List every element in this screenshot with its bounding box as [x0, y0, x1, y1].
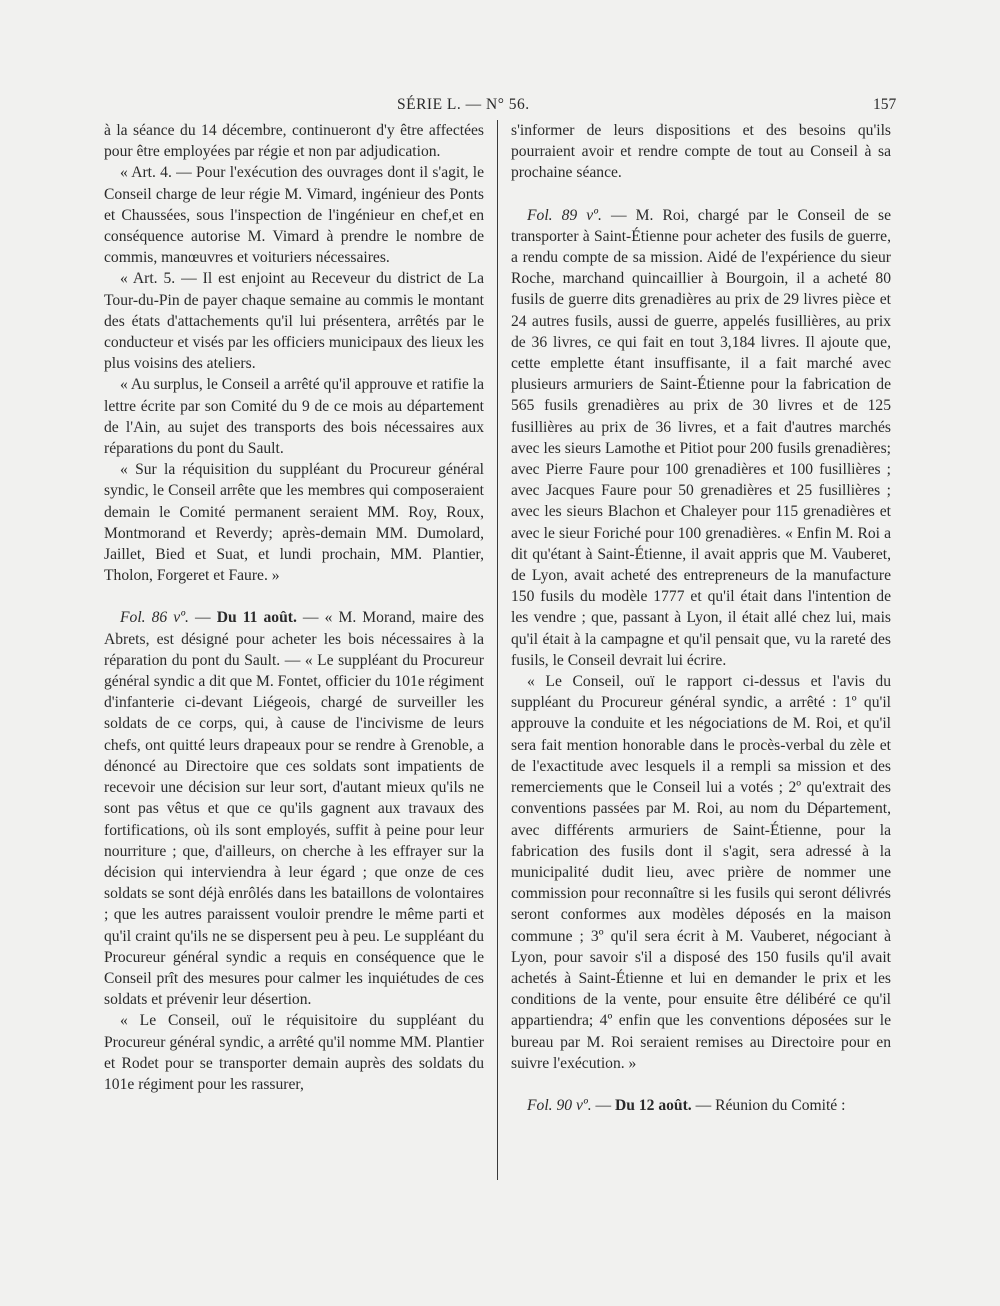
folio-entry	[511, 1095, 891, 1116]
entry-text: — « M. Morand, maire des Abrets, est désigné pour acheter les bois nécessaires à la réparation du pont du Sault. — « Le suppléant du Procureur général syndic a dit que M. Fontet, officier du 101e régiment d'infanterie ci-devant Liégeois, chargé de surveiller les soldats de ce corps, qui, à cause de l'incivisme de leurs chefs, ont quitté leurs drapeaux pour se rendre à Grenoble, a dénoncé au Directoire que ces soldats sont impatients de recevoir une décision sur leur sort, d'autant mieux qu'ils ne sont pas vêtus et que ce qu'ils gagnent aux travaux des fortifications, où ils sont employés, suffit à peine pour leur nourriture ; que, d'ailleurs, on cherche à les effrayer sur la décision qui interviendra à leur égard ; que onze de ces soldats se sont déjà enrôlés dans les bataillons de volontaires ; que les autres paraissent vouloir prendre le même parti et qu'il craint qu'ils ne se dispersent peu à peu. Le suppléant du Procureur général syndic a requis en conséquence que le Conseil prît des mesures pour calmer les inquiétudes de ces soldats et prévenir leur désertion.	[104, 609, 484, 1009]
paragraph: s'informer de leurs dispositions et des besoins qu'ils pourraient avoir et rendre compte de tout au Conseil à sa prochaine séance.	[511, 122, 891, 182]
paragraph: « Le Conseil, ouï le rapport ci-dessus et l'avis du suppléant du Procureur général syndic, a arrêté : 1º qu'il approuve la conduite et les négociations de M. Roi, et qu'il sera fait mention honorable dans le procès-verbal du zèle et de l'exactitude avec lesquels il a rempli sa mission et des remerciements que le Conseil lui a votés ; 2º qu'extrait des conventions passées par M. Roi, au nom du Département, avec différents armuriers de Saint-Étienne, pour la fabrication des fusils dont il s'agit, sera adressé à la municipalité dudit lieu, avec prière de nommer une commission pour reconnaître si les fusils qui seront délivrés seront conformes aux modèles déposés en la maison commune ; 3º qu'il sera écrit à M. Vauberet, négociant à Lyon, pour savoir s'il a disposé des 150 fusils qu'il avait achetés à Saint-Étienne et lui en demander le prix et les conditions de la vente, pour ensuite être délibéré ce qu'il appartiendra; 4º enfin que les conventions déposées sur le bureau par M. Roi seraient remises au Directoire pour en suivre l'exécution. »	[511, 673, 891, 1072]
folio-reference: Fol. 90 vº.	[527, 1096, 592, 1114]
folio-reference: Fol. 86 vº.	[120, 609, 189, 627]
separator: —	[591, 1096, 615, 1114]
entry-text: — M. Roi, chargé par le Conseil de se transporter à Saint-Étienne pour acheter des fusils de guerre, a rendu compte de sa mission. Aidé de l'expérience du sieur Roche, marchand quincaillier à Bourgoin, il a acheté 80 fusils de guerre dits grenadières au prix de 29 livres pièce et 24 autres fusils, aussi de guerre, appelés fusillières, au prix de 36 livres, ce qui fait en tout 3,184 livres. Il ajoute que, cette emplette étant insuffisante, il a fait marché avec plusieurs armuriers de Saint-Étienne pour la fabrication de 565 fusils grenadières au prix de 30 livres et de 125 fusillières au prix de 36 livres, et a fait d'autres marchés avec les sieurs Lamothe et Pitiot pour 200 fusils grenadières; avec Pierre Faure pour 100 grenadières et 100 fusillières ; avec Jacques Faure pour 50 grenadières et 25 fusillières ; avec les sieurs Blachon et Chaleyer pour 115 grenadières et avec le sieur Foriché pour 100 grenadières. « Enfin M. Roi a dit qu'étant à Saint-Étienne, il avait appris que M. Vauberet, de Lyon, avait acheté des entrepreneurs de la manufacture 150 fusils du modèle 1777 et qu'il était dans l'intention de les vendre ; que, passant à Lyon, il était allé chez lui, mais qu'il était à la campagne et qu'il pensait que, vu la rareté des fusils, le Conseil devrait lui écrire.	[511, 206, 891, 669]
entry-date: Du 12 août.	[615, 1096, 692, 1114]
folio-entry	[104, 607, 484, 1010]
paragraph: « Art. 4. — Pour l'exécution des ouvrages dont il s'agit, le Conseil charge de leur régie M. Vimard, ingénieur des Ponts et Chaussées, sous l'inspection de l'ingénieur en chef,et en conséquence autorise M. Vimard à prendre le nombre de commis, manœuvres et voituriers nécessaires.	[104, 164, 484, 267]
paragraph: « Au surplus, le Conseil a arrêté qu'il approuve et ratifie la lettre écrite par son Comité du 9 de ce mois au département de l'Ain, au sujet des transports des bois nécessaires aux réparations du pont du Sault.	[104, 376, 484, 458]
page-header	[0, 96, 1000, 120]
page-number: 157	[873, 96, 897, 113]
column-divider	[497, 120, 498, 1180]
left-column	[104, 120, 484, 1095]
paragraph: « Le Conseil, ouï le réquisitoire du suppléant du Procureur général syndic, a arrêté qu'il nomme MM. Plantier et Rodet pour se transporter demain auprès des soldats du 101e régiment pour les rassurer,	[104, 1012, 484, 1093]
entry-text: — Réunion du Comité :	[691, 1096, 846, 1114]
paragraph: à la séance du 14 décembre, continueront d'y être affectées pour être employées par régie et non par adjudication.	[104, 122, 484, 161]
paragraph: « Art. 5. — Il est enjoint au Receveur du district de La Tour-du-Pin de payer chaque semaine au commis le montant des états d'attachements qu'il lui présentera, arrêtés par le conducteur et visés par les officiers municipaux des lieux les plus voisins des ateliers.	[104, 270, 484, 373]
entry-date: Du 11 août.	[216, 609, 297, 627]
right-column	[511, 120, 891, 1116]
paragraph: « Sur la réquisition du suppléant du Procureur général syndic, le Conseil arrête que les membres qui composeraient demain le Comité permanent seraient MM. Roy, Roux, Montmorand et Reverdy; après-demain MM. Dumolard, Jaillet, Bied et Suat, et lundi prochain, MM. Plantier, Tholon, Forgeret et Faure. »	[104, 461, 484, 585]
folio-entry	[511, 205, 891, 671]
separator: —	[188, 609, 217, 627]
running-title: SÉRIE L. — N° 56.	[397, 96, 530, 113]
folio-reference: Fol. 89 vº.	[527, 206, 602, 224]
